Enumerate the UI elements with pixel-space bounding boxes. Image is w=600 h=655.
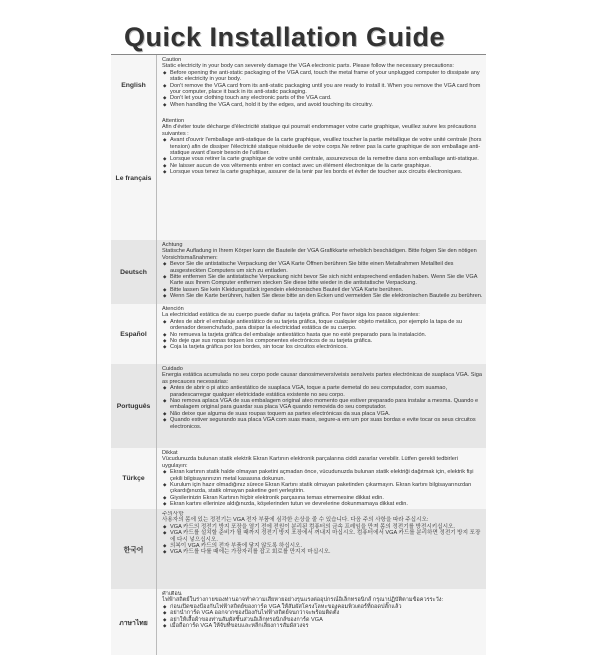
language-label: Deutsch: [111, 240, 157, 304]
section-intro: Static electricity in your body can severely damage the VGA electronic parts. Please follow the necessary precautions:: [162, 63, 454, 70]
section-intro: 사용자의 몸에 있는 정전기는 VGA 전자 부품에 심각한 손상을 줄 수 있습니다. 다음 주의 사항을 따라 주십시오:: [162, 517, 429, 524]
section-heading: Atención: [162, 306, 184, 312]
list-item: ◆ Nao remova aplaca VGA de sua embalagem original ateo momento que estiver preparado para instalar a mesma. Quando e embalagem original para guardar sua placa VGA quando removida do seu computador.: [162, 398, 483, 411]
section-heading: Cuidado: [162, 366, 183, 372]
section-heading: คำเตือน: [162, 591, 182, 597]
section-body: [162, 118, 483, 238]
section-intro: Vücudunuzda bulunan statik elektrik Ekran Kartının elektronik parçalarına ciddi zararlar verebilir. Lütfen gerekli tedbirleri uygulayın:: [162, 456, 459, 469]
list-item: ◆ Coja la tarjeta gráfica por los bordes, sin tocar los circuitos electrónicos.: [162, 344, 483, 350]
section-body: [162, 242, 483, 302]
section-portuguese: [111, 364, 486, 449]
list-item: ◆ VGA 카드를 다룰 때에는 가장자리를 잡고 회로를 만지지 마십시오.: [162, 549, 483, 555]
list-item: ◆ อย่านำการ์ด VGA ออกจากซองป้องกันไฟฟ้าสถิตย์จนกว่าจะพร้อมติดตั้ง: [162, 610, 483, 616]
section-body: [162, 306, 483, 362]
list-item: ◆ Ekran kartının statik halde olmayan paketini açmadan önce, vücudunuzda bulunan statik elektriği dağıtmak için, elektrik fişi çekili bilgisayarınızın metal kasasına dokunun.: [162, 469, 483, 482]
section-intro: Energia estática acumulada no seu corpo pode causar danosimeversíveisis sensíveis partes electrónicas de suaplaca VGA. Siga as precauces necessárias:: [162, 372, 482, 385]
list-item: ◆ อย่าให้เสื้อผ้าของท่านสัมผัสชิ้นส่วนอิเล็กทรอนิกส์ของการ์ด VGA: [162, 617, 483, 623]
list-item: ◆ No deje que sus ropas toquen los componentes electrónicos de su tarjeta gráfica.: [162, 338, 483, 344]
list-item: ◆ VGA 카드를 설치할 준비가 될 때까지 정전기 방지 포장에서 꺼내지 마십시오. 컴퓨터에서 VGA 카드를 분리하면 정전기 방지 포장에 다시 넣으십시오.: [162, 530, 483, 543]
list-item: ◆ Avant d'ouvrir l'emballage anti-statique de la carte graphique, veuillez toucher la partie métallique de votre unité centrale (hors tension) afin de dissiper l'électricité statique résiduelle de votre corps.Ne retirer pas la carte graphique de son emballage anti-statique avant d'avoir besoin de l'utiliser.: [162, 137, 483, 156]
language-label: ภาษาไทย: [111, 589, 157, 655]
section-body: [162, 511, 483, 587]
list-item: ◆ Giysilerinizin Ekran Kartının hiçbir elektronik parçasına temas etmemesine dikkat edin.: [162, 495, 483, 501]
list-item: ◆ Ne laisser aucun de vos vêtements entrer en contact avec un élément électronique de la carte graphique.: [162, 163, 483, 169]
page-title: Quick Installation Guide: [124, 22, 446, 52]
list-item: ◆ When handling the VGA card, hold it by the edges, and avoid touching its circuitry.: [162, 102, 483, 108]
section-heading: Dikkat: [162, 450, 178, 456]
list-item: ◆ No remueva la tarjeta gráfica del embalaje antiestático hasta que no esté preparado para la instalación.: [162, 332, 483, 338]
list-item: ◆ Bitte entfernen Sie die antistatische Verpackung nicht bevor Sie sich nicht entsprechend entladen haben. Wenn Sie die VGA Karte aus Ihrem Computer entfernen stecken Sie diese bitte wieder in die antistatische Verpackung.: [162, 274, 483, 287]
language-label: Português: [111, 364, 157, 448]
section-heading: Attention: [162, 118, 185, 124]
language-label: Türkçe: [111, 448, 157, 509]
section-body: [162, 57, 483, 114]
list-item: ◆ Kurulum için hazır olmadığınız sürece Ekran Kartını statik olmayan paketinden çıkarmayın. Ekran kartını bilgisayarınızdan çıkardığınızda, statik olmayan paketine geri yerleştirin.: [162, 482, 483, 495]
section-body: [162, 366, 483, 446]
list-item: ◆ Lorsque vous tenez la carte graphique, assurer de la tenir par les bords et éviter de toucher aux circuits électroniques.: [162, 169, 483, 175]
section-body: [162, 591, 483, 653]
section-french: [111, 116, 486, 241]
section-intro: ไฟฟ้าสถิตย์ในร่างกายของท่านอาจทำความเสียหายอย่างรุนแรงต่ออุปกรณ์อิเล็กทรอนิกส์ กรุณาปฏิบัติตามข้อควรระวัง:: [162, 597, 444, 604]
list-item: ◆ Ekran kartını ellerinize aldığınızda, köşelerinden tutun ve devrelerine dokunmamaya dikkat edin.: [162, 501, 483, 507]
language-label: 한국어: [111, 509, 157, 589]
list-item: ◆ ก่อนเปิดซองป้องกันไฟฟ้าสถิตย์ของการ์ด VGA ให้สัมผัสโครงโลหะของคอมพิวเตอร์ที่ถอดปลั๊กแล้ว: [162, 604, 483, 610]
list-item: ◆ Don't remove the VGA card from its anti-static packaging until you are ready to install it. When you remove the VGA card from your computer, place it back in its anti-static packaging.: [162, 83, 483, 96]
list-item: ◆ Don't let your clothing touch any electronic parts of the VGA card.: [162, 95, 483, 101]
section-heading: Caution: [162, 57, 182, 63]
list-item: ◆ Bevor Sie die antistatische Verpackung der VGA Karte Öffnen berühren Sie bitte einen Metallrahmen Metallteil des ausgesteckten Computers um sich zu entladen.: [162, 261, 483, 274]
language-label: Le français: [111, 116, 157, 240]
section-intro: La electricidad estática de su cuerpo puede dañar su tarjeta gráfica. Por favor siga los pasos siguientes:: [162, 312, 420, 319]
section-body: [162, 450, 483, 507]
section-heading: Achtung: [162, 242, 183, 248]
section-korean: [111, 509, 486, 590]
list-item: ◆ 의복이 VGA 카드의 전자 부품에 닿지 않도록 하십시오.: [162, 543, 483, 549]
list-item: ◆ Lorsque vous retirer la carte graphique de votre unité centrale, assurezvous de la remettre dans son emballage anti-statique.: [162, 156, 483, 162]
list-item: ◆ Antes de abrir el embalaje antiestático de su tarjeta gráfica, toque cualquier objeto metálico, por ejemplo la tapa de su ordenador desenchufado, para disipar la electricidad estática de su cuerpo.: [162, 319, 483, 332]
section-english: [111, 55, 486, 117]
section-thai: [111, 589, 486, 655]
list-item: ◆ Antes de abrir o pi atico antiestático de suaplaca VGA, toque a parte demetal do seu computador, com suamao, paradescarregar qualquer eletricidade estática existente no seu corpo.: [162, 385, 483, 398]
list-item: ◆ Não deixe que alguma de suas roupas toquem as partes electrónicas da sua placa VGA.: [162, 411, 483, 417]
section-german: [111, 240, 486, 305]
section-heading: 주의사항: [162, 511, 184, 517]
list-item: ◆ Wenn Sie die Karte berühren, halten Sie diese bitte an den Ecken und vermeiden Sie die elektronischen Bauteile zu berühren.: [162, 293, 483, 299]
list-item: ◆ Before opening the anti-static packaging of the VGA card, touch the metal frame of your unplugged computer to dissipate any static electricity in your body.: [162, 70, 483, 83]
language-label: Español: [111, 304, 157, 364]
section-spanish: [111, 304, 486, 365]
language-label: English: [111, 55, 157, 116]
list-item: ◆ Bitte lassen Sie kein Kleidungsstück irgendein elektronisches Bauteil der VGA Karte berühren.: [162, 287, 483, 293]
section-turkish: [111, 448, 486, 510]
list-item: ◆ VGA 카드의 정전기 방지 포장을 열기 전에 전원이 분리된 컴퓨터의 금속 프레임을 만져 몸의 정전기를 방전시키십시오.: [162, 524, 483, 530]
list-item: ◆ Quando estiver segurando sua placa VGA com suas maos, segure-a em um por suas bordas e evite tocar os seus circuitos electronicos.: [162, 417, 483, 430]
list-item: ◆ เมื่อถือการ์ด VGA ให้จับที่ขอบและหลีกเลี่ยงการสัมผัสวงจร: [162, 623, 483, 629]
section-intro: Afin d'éviter toute décharge d'électricité statique qui pourrait endommager votre carte graphique, veuillez suivre les précautions suivantes :: [162, 124, 477, 137]
section-intro: Statische Aufladung in Ihrem Körper kann die Bauteile der VGA Grafikkarte erheblich beschädigen. Bitte folgen Sie den nötigen Vorsichtsmaßnahmen:: [162, 248, 477, 261]
guide-table: [111, 54, 486, 630]
